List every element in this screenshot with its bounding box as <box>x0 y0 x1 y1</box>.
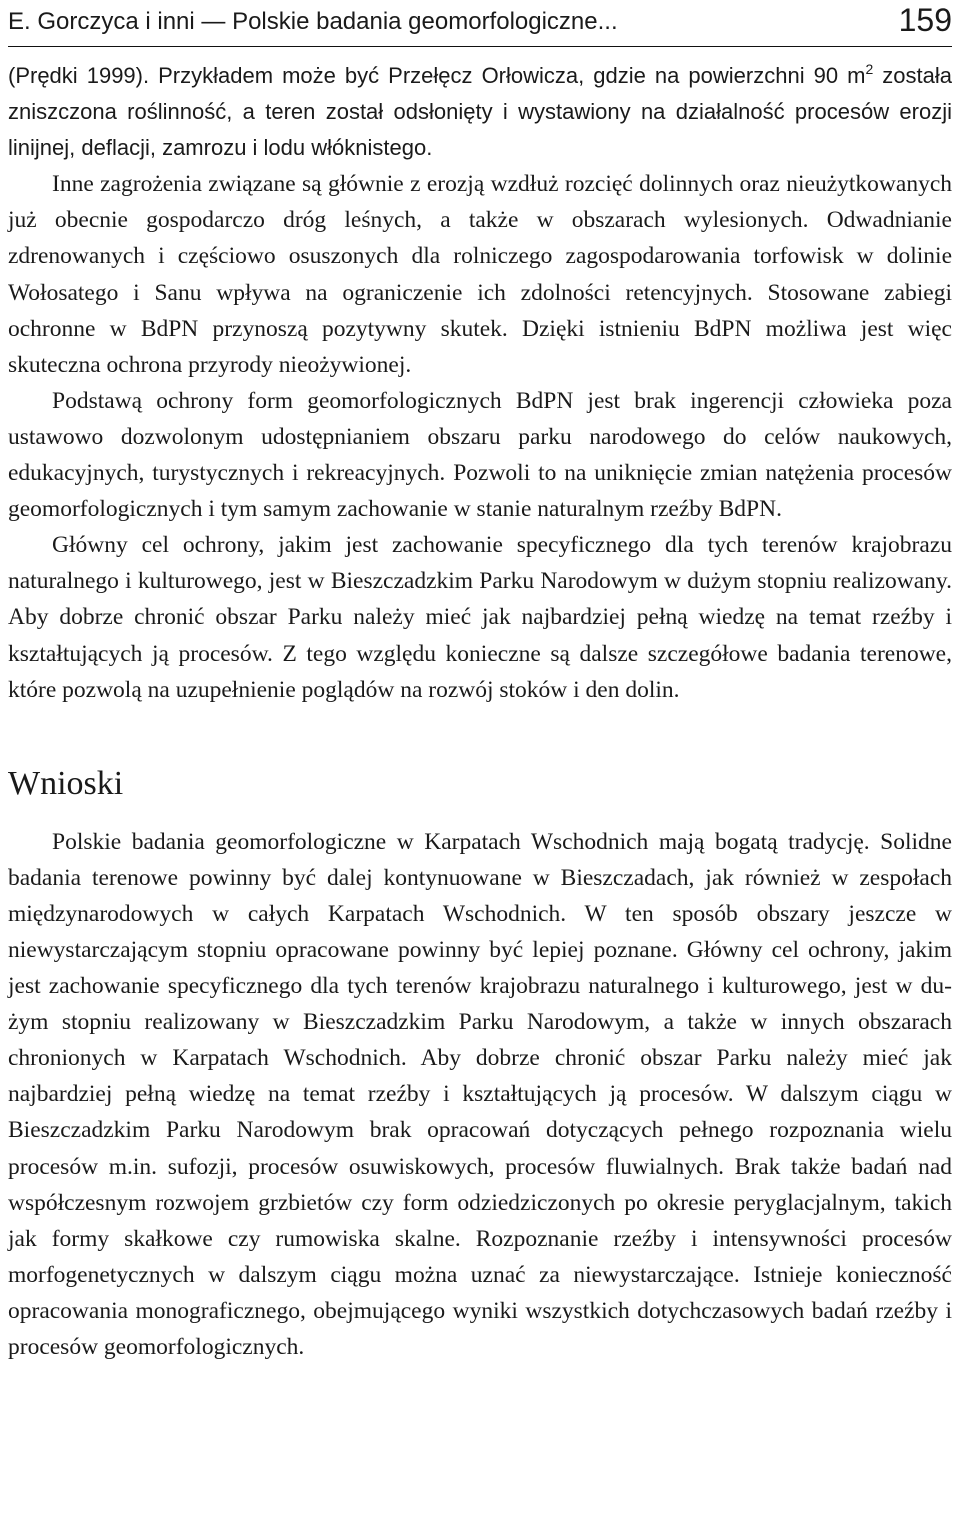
running-title: E. Gorczyca i inni — Polskie badania geomorfologiczne... <box>8 8 618 35</box>
paragraph-1 <box>8 58 952 166</box>
paragraph-4: Główny cel ochrony, jakim jest zachowanie specyficznego dla tych terenów krajobrazu naturalnego i kulturowego, jest w Bieszczadzkim Parku Narodowym w dużym stopniu realizowany. Aby dobrze chronić obszar Parku należy mieć jak najbardziej pełną wiedzę na temat rzeźby i kształtujących ją procesów. Z tego względu konieczne są dalsze szczegółowe badania terenowe, które pozwolą na uzupełnienie poglądów na rozwój stoków i den dolin. <box>8 532 952 703</box>
body-text <box>8 58 952 1365</box>
paragraph-2: Inne zagrożenia związane są głównie z erozją wzdłuż rozcięć dolinnych oraz nieużytkowanych już obecnie gospodarczo dróg leśnych, a także w obszarach wylesionych. Odwadnianie zdrenowanych i częściowo osuszonych dla rolniczego zagospodarowania torfowisk w dolinie Wołosatego i Sanu wpływa na ograniczenie ich zdolności retencyjnych. Stosowane zabiegi ochronne w BdPN przynoszą pozytywny skutek. Dzięki istnieniu BdPN możliwa jest więc skuteczna ochrona przyrody nieożywionej. <box>8 171 952 378</box>
superscript-2: 2 <box>865 61 874 77</box>
section-heading: Wnioski <box>8 764 124 802</box>
paragraph-3: Podstawą ochrony form geomorfologicznych BdPN jest brak ingerencji człowieka poza ustawowo dozwolonym udostępnianiem obszaru parku narodowego do celów naukowych, edukacyjnych, turystycznych i rekreacyjnych. Pozwoli to na uniknięcie zmian natężenia procesów geomorfologicznych i tym samym zachowanie w stanie naturalnym rzeźby BdPN. <box>8 387 952 523</box>
running-header <box>8 2 952 47</box>
paragraph-5: Polskie badania geomorfologiczne w Karpatach Wschodnich mają bogatą tradycję. Solidne badania terenowe powinny być dalej kontynuowane w Bieszczadach, jak również w zespołach międzynarodowych w całych Karpatach Wschodnich. W ten sposób obszary jeszcze w niewystarczającym stopniu opracowane powinny być lepiej poznane. Główny cel ochrony, jakim jest zachowanie specyficznego dla tych terenów krajobrazu naturalnego i kulturowego, jest w dużym stopniu realizowany w Bieszczadzkim Parku Narodowym, a także w innych obszarach chronionych w Karpatach Wschodnich. Aby dobrze chronić obszar Parku należy mieć jak najbardziej pełną wiedzę na temat rzeźby i kształtujących ją procesów. W dalszym ciągu w Bieszczadzkim Parku Narodowym brak opracowań dotyczących pełnego rozpoznania wielu procesów m.in. sufozji, procesów osuwiskowych, procesów fluwialnych. Brak także badań nad współczesnym rozwojem grzbietów czy form odziedziczonych po okresie peryglacjalnym, takich jak formy skałkowe czy rumowiska skalne. Rozpoznanie rzeźby i intensywności procesów morfogenetycznych w dalszym ciągu można uznać za niewystarczające. Istnieje konieczność opracowania monograficznego, obejmującego wyniki wszystkich dotychczasowych badań rzeźby i procesów geomorfologicznych. <box>8 828 952 1360</box>
paragraph-1-text-a: (Prędki 1999). Przykładem może być Przełęcz Orłowicza, gdzie na powierzchni 90 m <box>8 63 866 88</box>
page-number: 159 <box>898 2 952 38</box>
paragraph-1-text-b: została zniszczona roślinność, a teren został odsłonięty i wystawiony na działalność procesów erozji linijnej, deflacji, zamrozu i lodu włóknistego. <box>8 63 952 161</box>
